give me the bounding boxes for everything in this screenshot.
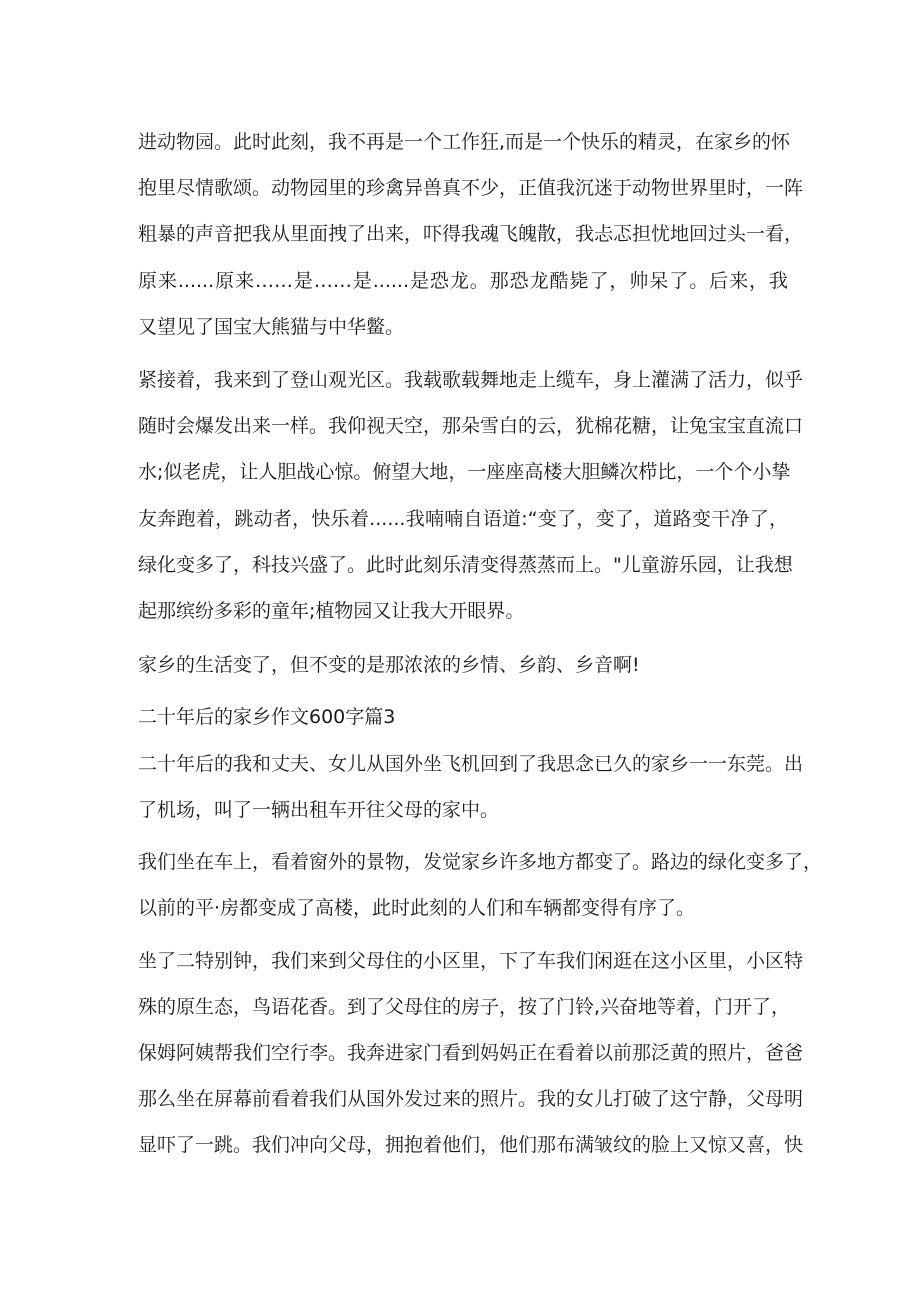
- paragraph-1-line-1: 进动物园。此时此刻，我不再是一个工作狂,而是一个快乐的精灵，在家乡的怀: [138, 131, 791, 153]
- paragraph-5-line-2: 了机场，叫了一辆出租车开往父母的家中。: [138, 799, 500, 821]
- paragraph-7-line-2: 殊的原生态，鸟语花香。到了父母住的房子，按了门铃,兴奋地等着，门开了，: [138, 996, 791, 1018]
- paragraph-5-line-1: 二十年后的我和丈夫、女儿从国外坐飞机回到了我思念已久的家乡一一东莞。出: [138, 753, 804, 775]
- paragraph-1-line-5: 又望见了国宝大熊猫与中华鳖。: [138, 316, 405, 338]
- paragraph-2-line-1: 紧接着，我来到了登山观光区。我载歌载舞地走上缆车，身上灌满了活力，似乎: [138, 369, 804, 391]
- paragraph-6-line-2: 以前的平·房都变成了高楼，此时此刻的人们和车辆都变得有序了。: [138, 897, 696, 919]
- paragraph-2-line-2: 随时会爆发出来一样。我仰视天空，那朵雪白的云，犹棉花糖，让兔宝宝直流口: [138, 415, 804, 437]
- paragraph-7-line-4: 那么坐在屏幕前看着我们从国外发过来的照片。我的女儿打破了这宁静，父母明: [138, 1088, 804, 1110]
- paragraph-1-line-2: 抱里尽情歌颂。动物园里的珍禽异兽真不少，正值我沉迷于动物世界里时，一阵: [138, 177, 804, 199]
- paragraph-7-line-1: 坐了二特别钟，我们来到父母住的小区里，下了车我们闲逛在这小区里，小区特: [138, 950, 804, 972]
- paragraph-7-line-5: 显吓了一跳。我们冲向父母，拥抱着他们，他们那布满皱纹的脸上又惊又喜，快: [138, 1134, 804, 1156]
- paragraph-3-line-1: 家乡的生活变了，但不变的是那浓浓的乡情、乡韵、乡音啊!: [138, 654, 640, 676]
- paragraph-2-line-4: 友奔跑着，跳动者，快乐着......我喃喃自语道:“变了，变了，道路变干净了，: [138, 508, 788, 530]
- paragraph-2-line-3: 水;似老虎，让人胆战心惊。俯望大地，一座座高楼大胆鳞次栉比，一个个小挚: [138, 461, 791, 483]
- paragraph-1-line-3: 粗暴的声音把我从里面拽了出来，吓得我魂飞魄散，我忐忑担忧地回过头一看，: [138, 223, 804, 245]
- paragraph-2-line-6: 起那缤纷多彩的童年;植物园又让我大开眼界。: [138, 600, 525, 622]
- paragraph-2-line-5: 绿化变多了，科技兴盛了。此时此刻乐清变得蒸蒸而上。"儿童游乐园，让我想: [138, 554, 793, 576]
- paragraph-6-line-1: 我们坐在车上，看着窗外的景物，发觉家乡许多地方都变了。路边的绿化变多了，: [138, 851, 823, 873]
- paragraph-1-line-4: 原来......原来……是……是......是恐龙。那恐龙酷毙了，帅呆了。后来，我: [138, 270, 788, 292]
- paragraph-7-line-3: 保姆阿姨帮我们空行李。我奔进家门看到妈妈正在看着以前那泛黄的照片，爸爸: [138, 1042, 804, 1064]
- section-heading: 二十年后的家乡作文600字篇3: [138, 706, 396, 728]
